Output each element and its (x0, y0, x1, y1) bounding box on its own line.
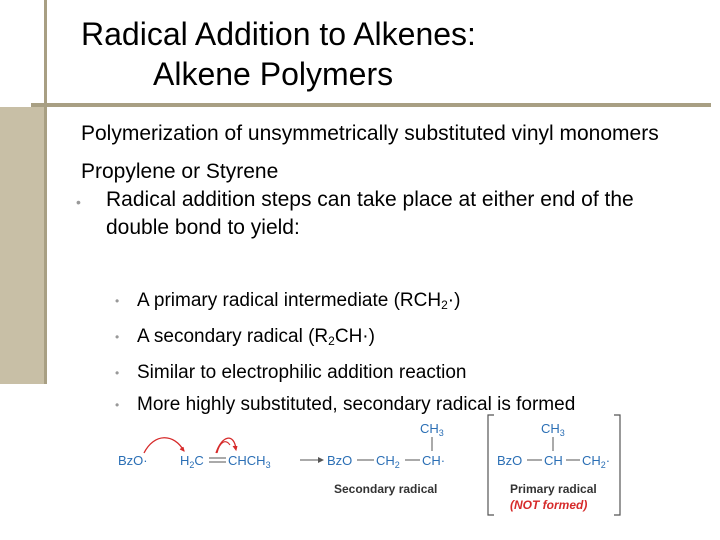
fishhook-arrow-3 (217, 442, 230, 453)
reaction-scheme (112, 405, 622, 525)
ch2-label: $CH_2$ (376, 453, 400, 470)
fishhook-arrowhead-2 (233, 446, 237, 450)
bullet-dot: • (115, 330, 120, 344)
fishhook-arrow-1 (144, 438, 184, 453)
side-decoration (0, 0, 47, 384)
ch-label: CH (544, 453, 563, 468)
side-edge (44, 0, 47, 384)
sub-bullet-text-end: CH·) (334, 326, 375, 347)
subscript: 2 (328, 334, 335, 348)
slide-body (76, 120, 701, 242)
ch2-radical-label: $CH_2\cdot$ (582, 453, 611, 470)
ch3-top-label: $CH_3$ (541, 421, 565, 438)
secondary-radical-label: Secondary radical (334, 482, 438, 496)
bzo-radical-label: BzO· (118, 453, 148, 468)
side-fill (0, 107, 47, 384)
sub-bullet (115, 357, 575, 389)
sub-bullet-text: Similar to electrophilic addition reaction (137, 362, 467, 383)
sub-bullet-text: More highly substituted, secondary radical is formed (137, 394, 576, 415)
paragraph-examples: Propylene or Styrene (81, 160, 279, 183)
paragraph-polymerization: Polymerization of unsymmetrically substituted vinyl monomers (81, 122, 659, 145)
title-line-2: Alkene Polymers (153, 56, 394, 92)
not-formed-label: (NOT formed) (510, 498, 588, 512)
h2c-label: $H_2C$ (180, 453, 204, 470)
ch-radical-label: CH· (422, 453, 446, 468)
chch3-label: $CHCH_3$ (228, 453, 271, 470)
bullet-dot: • (115, 294, 120, 308)
bullet-text: Radical addition steps can take place at either end of the double bond to yield: (106, 188, 634, 239)
title-divider (31, 103, 711, 107)
sub-bullet-text-end: ·) (447, 290, 461, 311)
bullet-dot: • (115, 366, 120, 380)
bzo-label: BzO (497, 453, 523, 468)
bullet-dot: • (115, 398, 120, 412)
sub-bullet (115, 285, 575, 321)
sub-bullet-text: A primary radical intermediate (RCH (137, 290, 442, 311)
reaction-arrowhead (318, 457, 324, 463)
left-bracket (488, 415, 494, 515)
right-bracket (614, 415, 620, 515)
bullet-radical-addition (76, 186, 701, 242)
fishhook-arrow-2 (216, 438, 236, 453)
bzo-label: BzO (327, 453, 353, 468)
bullet-dot: • (76, 194, 81, 210)
primary-radical-label: Primary radical (510, 482, 597, 496)
sub-bullet-text: A secondary radical (R (137, 326, 329, 347)
subscript: 2 (441, 298, 448, 312)
slide-title (81, 14, 476, 94)
title-line-1: Radical Addition to Alkenes: (81, 16, 476, 52)
sub-bullet-list (115, 285, 576, 421)
ch3-top-label: $CH_3$ (420, 421, 444, 438)
sub-bullet (115, 321, 575, 357)
